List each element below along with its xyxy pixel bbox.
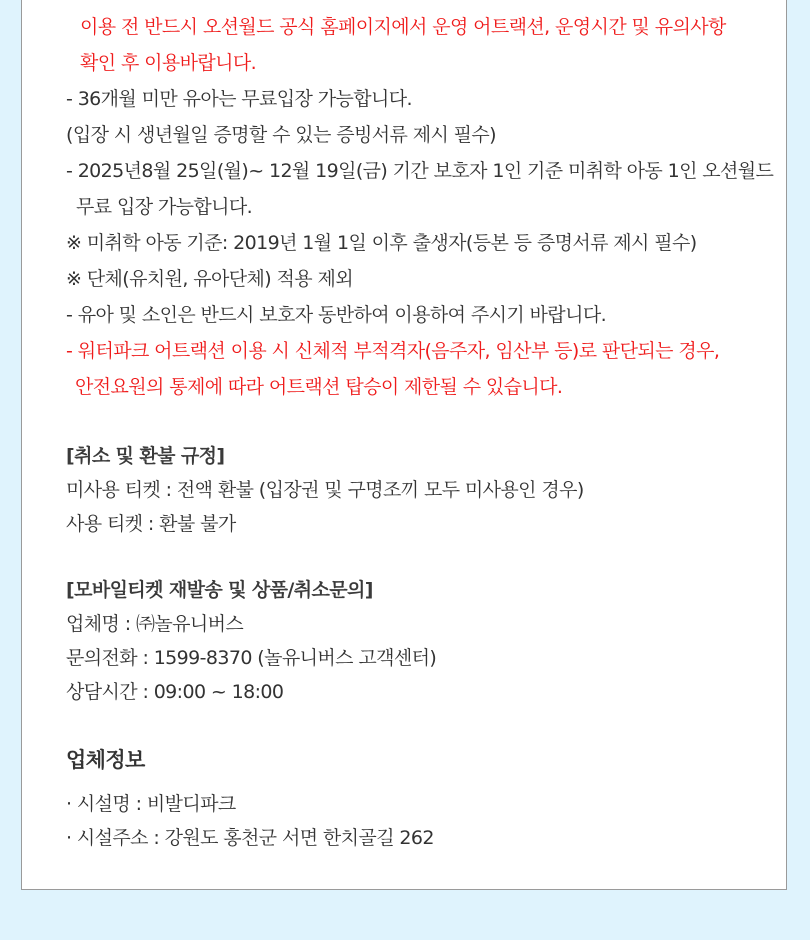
notice-red-line-3: - 워터파크 어트랙션 이용 시 신체적 부적격자(음주자, 임산부 등)로 판단되는 경우, [66,340,720,362]
company-heading: 업체정보 [66,748,145,772]
notice-line-7: - 유아 및 소인은 반드시 보호자 동반하여 이용하여 주시기 바랍니다. [66,304,607,326]
notice-red-line-2: 확인 후 이용바랍니다. [80,52,257,74]
notice-line-2: (입장 시 생년월일 증명할 수 있는 증빙서류 제시 필수) [66,124,496,146]
refund-line-1: 미사용 티켓 : 전액 환불 (입장권 및 구명조끼 모두 미사용인 경우) [66,479,584,501]
notice-line-1: - 36개월 미만 유아는 무료입장 가능합니다. [66,88,412,110]
refund-line-2: 사용 티켓 : 환불 불가 [66,513,236,535]
contact-phone: 문의전화 : 1599-8370 (놀유니버스 고객센터) [66,647,437,669]
notice-line-6: ※ 단체(유치원, 유아단체) 적용 제외 [66,268,353,290]
notice-card [21,0,787,890]
contact-hours: 상담시간 : 09:00 ~ 18:00 [66,681,284,703]
contact-heading: [모바일티켓 재발송 및 상품/취소문의] [66,579,373,601]
notice-red-line-1: 이용 전 반드시 오션월드 공식 홈페이지에서 운영 어트랙션, 운영시간 및 유의사항 [80,16,726,38]
refund-heading: [취소 및 환불 규정] [66,445,225,467]
contact-company: 업체명 : ㈜놀유니버스 [66,613,244,635]
notice-line-3: - 2025년8월 25일(월)~ 12월 19일(금) 기간 보호자 1인 기준 미취학 아동 1인 오션월드 [66,160,774,182]
company-address: · 시설주소 : 강원도 홍천군 서면 한치골길 262 [66,827,434,849]
notice-red-line-4: 안전요원의 통제에 따라 어트랙션 탑승이 제한될 수 있습니다. [75,376,563,398]
notice-line-5: ※ 미취학 아동 기준: 2019년 1월 1일 이후 출생자(등본 등 증명서류 제시 필수) [66,232,697,254]
notice-line-4: 무료 입장 가능합니다. [76,196,253,218]
company-facility: · 시설명 : 비발디파크 [66,793,236,815]
